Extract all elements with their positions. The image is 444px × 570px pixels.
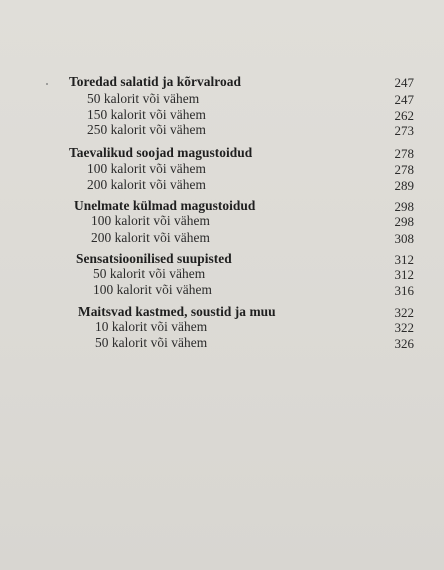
- toc-entry-label: 50 kalorit või vähem: [87, 91, 200, 106]
- toc-entry-page: 316: [394, 283, 414, 298]
- toc-entry-page: 308: [394, 231, 414, 246]
- toc-section-page: 322: [394, 305, 414, 320]
- toc-entry-page: 273: [394, 123, 414, 138]
- toc-entry-label: 100 kalorit või vähem: [87, 161, 206, 176]
- toc-entry-label: 50 kalorit või vähem: [93, 266, 206, 281]
- toc-entry-page: 247: [394, 92, 414, 107]
- toc-entry-page: 289: [394, 178, 414, 193]
- toc-section-title: Unelmate külmad magustoidud: [74, 198, 256, 213]
- toc-entry-page: 322: [394, 320, 414, 335]
- toc-entry-page: 326: [394, 336, 414, 351]
- toc-entry-label: 200 kalorit või vähem: [87, 177, 206, 192]
- toc-entry-label: 150 kalorit või vähem: [87, 107, 206, 122]
- toc-section-page: 298: [394, 199, 414, 214]
- toc-entry-label: 100 kalorit või vähem: [91, 213, 210, 228]
- toc-entry-label: 200 kalorit või vähem: [91, 230, 210, 245]
- toc-section-page: 312: [394, 252, 414, 267]
- toc-section-page: 247: [394, 75, 414, 90]
- page-speck: [46, 83, 48, 85]
- toc-entry-page: 312: [394, 267, 414, 282]
- toc-section-title: Taevalikud soojad magustoidud: [69, 145, 253, 160]
- toc-entry-page: 298: [394, 214, 414, 229]
- toc-entry-label: 10 kalorit või vähem: [95, 319, 208, 334]
- toc-entry-page: 278: [394, 162, 414, 177]
- toc-section-title: Maitsvad kastmed, soustid ja muu: [78, 304, 276, 319]
- toc-section-title: Sensatsioonilised suupisted: [76, 251, 232, 266]
- toc-section-title: Toredad salatid ja kõrvalroad: [69, 74, 241, 89]
- toc-entry-page: 262: [394, 108, 414, 123]
- toc-entry-label: 100 kalorit või vähem: [93, 282, 212, 297]
- toc-entry-label: 50 kalorit või vähem: [95, 335, 208, 350]
- toc-entry-label: 250 kalorit või vähem: [87, 122, 206, 137]
- toc-section-page: 278: [394, 146, 414, 161]
